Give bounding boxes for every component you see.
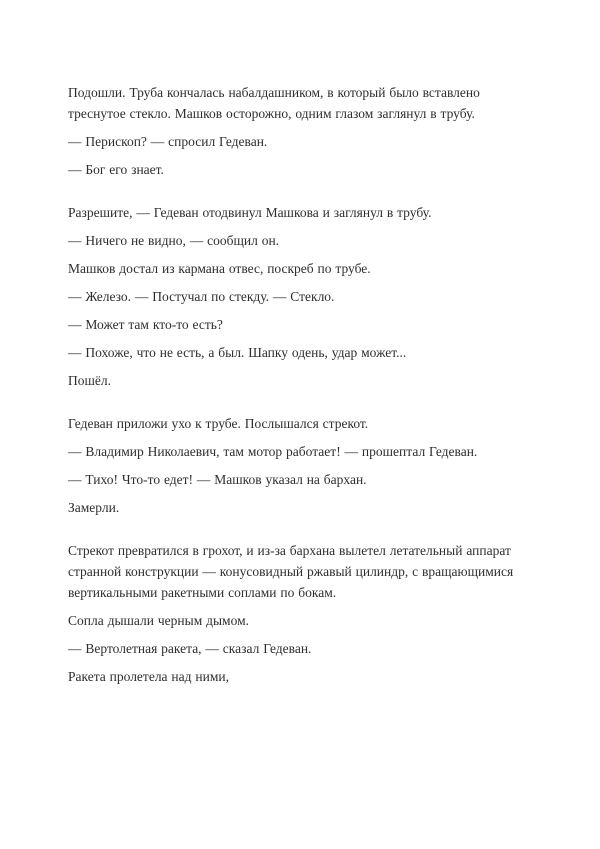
- paragraph: Замерли.: [68, 500, 120, 515]
- paragraph: — Бог его знает.: [68, 162, 164, 177]
- paragraph: Сопла дышали черным дымом.: [68, 613, 250, 628]
- paragraph: — Ничего не видно, — сообщил он.: [68, 233, 280, 248]
- paragraph: — Тихо! Что-то едет! — Машков указал на бархан.: [68, 472, 367, 487]
- paragraph: — Может там кто-то есть?: [68, 317, 223, 332]
- paragraph: Ракета пролетела над ними,: [68, 669, 229, 684]
- paragraph: Пошёл.: [68, 373, 111, 388]
- paragraph: — Вертолетная ракета, — сказал Гедеван.: [68, 641, 312, 656]
- paragraph: — Владимир Николаевич, там мотор работает! — прошептал Гедеван.: [68, 444, 478, 459]
- paragraph: Подошли. Труба кончалась набалдашником, в который было вставлено треснутое стекло. Машков осторожно, одним глазом заглянул в трубу.: [68, 85, 480, 121]
- paragraph: — Перископ? — спросил Гедеван.: [68, 134, 268, 149]
- paragraph: — Похоже, что не есть, а был. Шапку одень, удар может...: [68, 345, 407, 360]
- paragraph: Стрекот превратился в грохот, и из-за бархана вылетел летательный аппарат странной конструкции — конусовидный ржавый цилиндр, с вращающимися вертикальными ракетными соплами по бокам.: [68, 543, 514, 600]
- paragraph: Разрешите, — Гедеван отодвинул Машкова и заглянул в трубу.: [68, 205, 432, 220]
- paragraph: Машков достал из кармана отвес, поскреб по трубе.: [68, 261, 371, 276]
- paragraph: — Железо. — Постучал по стекду. — Стекло.: [68, 289, 335, 304]
- paragraph: Гедеван приложи ухо к трубе. Послышался стрекот.: [68, 416, 369, 431]
